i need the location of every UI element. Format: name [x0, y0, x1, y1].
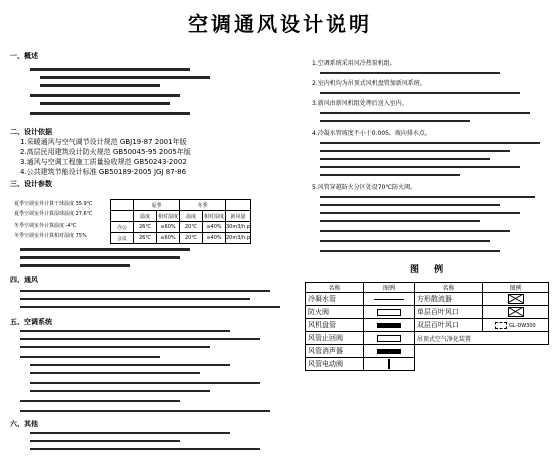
text-line	[320, 220, 480, 222]
text-line	[20, 248, 190, 251]
text-line	[320, 112, 530, 114]
design-params-table	[110, 199, 251, 244]
legend-name: 风管电动阀	[306, 358, 364, 371]
legend-symbol	[483, 293, 549, 306]
table-row	[306, 293, 549, 306]
text-line	[20, 400, 180, 402]
text-line	[30, 448, 260, 450]
table-cell: 办公	[111, 222, 134, 233]
text-line	[20, 346, 210, 348]
params-header-cell: 相对湿度	[203, 211, 226, 222]
legend-name: 风管消声器	[306, 345, 364, 358]
params-header-cell: 冬季	[180, 200, 226, 211]
legend-symbol	[364, 358, 415, 371]
table-row	[111, 222, 251, 233]
text-line	[40, 84, 160, 87]
params-header-cell: 相对湿度	[157, 211, 180, 222]
section-2-heading: 二、设计依据	[10, 128, 52, 136]
empty-cell	[414, 345, 482, 358]
table-row	[306, 332, 549, 345]
table-cell: ≥40%	[203, 222, 226, 233]
legend-note: GL-DW300	[509, 322, 536, 329]
legend-name: 风机盘管	[306, 319, 364, 332]
text-line	[320, 120, 470, 122]
legend-symbol	[364, 306, 415, 319]
legend-name: 方形散流器	[414, 293, 482, 306]
outdoor-humidity: 冬季空调室外计算相对湿度 75%	[14, 233, 87, 239]
legend-name: 单层百叶风口	[414, 306, 482, 319]
outdoor-summer-wet: 夏季空调室外计算湿球温度 27.6℃	[14, 211, 93, 217]
text-line	[20, 410, 270, 412]
diffuser-icon	[508, 294, 524, 304]
legend-symbol	[364, 319, 415, 332]
params-header-top-row	[111, 200, 251, 211]
louver-icon	[508, 307, 524, 317]
table-cell: ≥40%	[203, 233, 226, 244]
table-cell: 26℃	[134, 233, 157, 244]
text-line	[320, 150, 510, 152]
reference-1: 1.采暖通风与空气调节设计规范 GBJ19-87 2001年版	[20, 138, 187, 146]
table-row	[306, 319, 549, 332]
params-header-cell: 温度	[134, 211, 157, 222]
text-line	[320, 250, 500, 252]
double-louver-icon	[495, 322, 507, 329]
note-3: 3.新风由新风机组处理后送入室内。	[312, 100, 408, 107]
legend-name: 吊顶式空气净化装置	[414, 332, 548, 345]
pipe-line-icon	[374, 299, 404, 300]
table-row	[306, 358, 549, 371]
table-row	[306, 306, 549, 319]
note-1: 1.空调系统采用风冷热泵机组。	[312, 60, 396, 67]
text-line	[320, 204, 500, 206]
params-header-cell: 夏季	[134, 200, 180, 211]
text-line	[30, 94, 180, 97]
text-line	[40, 76, 210, 79]
legend-symbol	[483, 306, 549, 319]
legend-symbol	[483, 319, 549, 332]
params-header-cell: 温度	[180, 211, 203, 222]
table-cell: 会议	[111, 233, 134, 244]
legend-name: 双层百叶风口	[414, 319, 482, 332]
text-line	[20, 256, 180, 259]
legend-name: 风管止回阀	[306, 332, 364, 345]
legend-header-name: 名称	[306, 283, 364, 293]
text-line	[30, 372, 200, 374]
text-line	[30, 382, 260, 384]
text-line	[20, 330, 230, 332]
legend-header-name: 名称	[414, 283, 482, 293]
text-line	[20, 290, 270, 292]
table-cell: 20m3/h.p	[226, 233, 251, 244]
text-line	[320, 142, 540, 144]
fire-damper-icon	[377, 309, 401, 316]
text-line	[30, 112, 190, 115]
text-line	[40, 102, 170, 105]
section-6-heading: 六、其他	[10, 420, 38, 428]
params-header-cell	[111, 200, 134, 211]
table-row	[111, 233, 251, 244]
outdoor-summer-dry: 夏季空调室外计算干球温度 35.9℃	[14, 201, 93, 207]
empty-cell	[483, 358, 549, 371]
table-cell: 20℃	[180, 222, 203, 233]
text-line	[20, 356, 160, 358]
legend-title: 图 例	[410, 265, 450, 275]
table-cell: 20℃	[180, 233, 203, 244]
text-line	[320, 72, 500, 74]
legend-symbol	[364, 345, 415, 358]
params-header-cell: 新风量	[226, 211, 251, 222]
table-cell: ≤60%	[157, 222, 180, 233]
fan-coil-icon	[377, 323, 401, 328]
text-line	[320, 158, 490, 160]
reference-4: 4.公共建筑节能设计标准 GB50189-2005 JGJ 87-86	[20, 168, 187, 176]
table-cell: 30m3/h.p	[226, 222, 251, 233]
table-cell: ≤60%	[157, 233, 180, 244]
check-valve-icon	[377, 335, 401, 342]
text-line	[30, 390, 210, 392]
legend-symbol	[364, 332, 415, 345]
text-line	[320, 166, 520, 168]
text-line	[20, 338, 260, 340]
text-line	[320, 230, 510, 232]
note-5: 5.风管穿越防火分区处设70℃防火阀。	[312, 184, 417, 191]
legend-header-symbol: 图例	[483, 283, 549, 293]
legend-header-symbol: 图例	[364, 283, 415, 293]
outdoor-winter-temp: 冬季空调室外计算温度 -4℃	[14, 223, 77, 229]
text-line	[320, 196, 535, 198]
params-header-cell	[226, 200, 251, 211]
text-line	[30, 68, 190, 71]
text-line	[30, 432, 230, 434]
params-header-row	[111, 211, 251, 222]
electric-valve-icon	[388, 359, 390, 369]
text-line	[30, 440, 180, 442]
section-4-heading: 四、通风	[10, 276, 38, 284]
reference-3: 3.通风与空调工程施工质量验收规范 GB50243-2002	[20, 158, 187, 166]
reference-2: 2.高层民用建筑设计防火规范 GB50045-95 2005年版	[20, 148, 191, 156]
text-line	[320, 212, 520, 214]
section-1-heading: 一、概述	[10, 52, 38, 60]
silencer-icon	[377, 349, 401, 354]
text-line	[320, 174, 460, 176]
empty-cell	[483, 345, 549, 358]
text-line	[20, 306, 280, 308]
legend-symbol	[364, 293, 415, 306]
table-cell: 26℃	[134, 222, 157, 233]
empty-cell	[414, 358, 482, 371]
document-title: 空调通风设计说明	[188, 12, 372, 36]
legend-table	[305, 282, 549, 371]
text-line	[20, 264, 130, 267]
text-line	[320, 240, 490, 242]
legend-header-row	[306, 283, 549, 293]
text-line	[30, 364, 230, 366]
section-3-heading: 三、设计参数	[10, 180, 52, 188]
section-5-heading: 五、空调系统	[10, 318, 52, 326]
note-2: 2.室内机均为吊顶式风机盘管加新风系统。	[312, 80, 426, 87]
params-header-cell	[111, 211, 134, 222]
table-row	[306, 345, 549, 358]
legend-name: 防火阀	[306, 306, 364, 319]
note-4: 4.冷凝水管坡度不小于0.005，坡向排水点。	[312, 130, 431, 137]
text-line	[20, 298, 250, 300]
legend-name: 冷凝水管	[306, 293, 364, 306]
text-line	[320, 92, 520, 94]
